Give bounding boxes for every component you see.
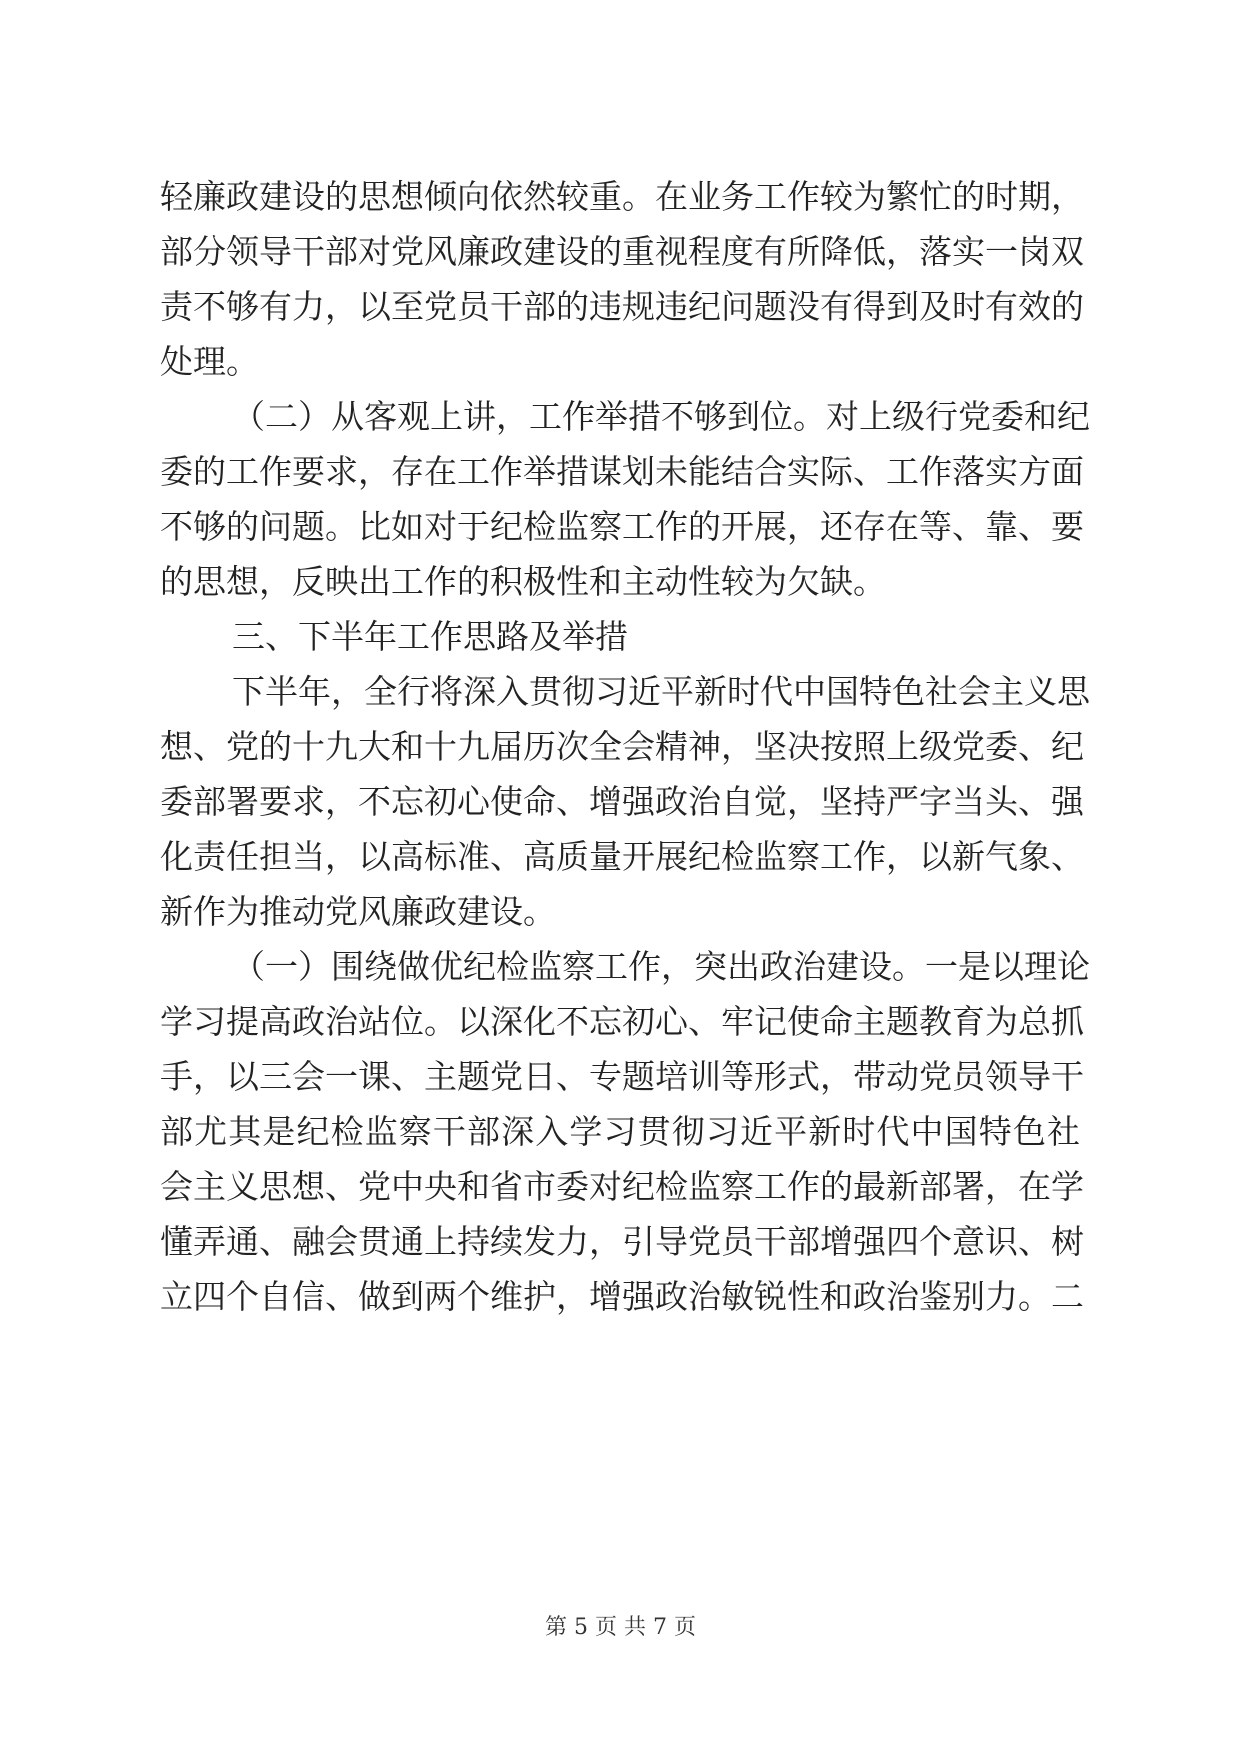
- text-line: 懂弄通、融会贯通上持续发力，引导党员干部增强四个意识、树: [160, 1222, 1084, 1261]
- text-line: 责不够有力，以至党员干部的违规违纪问题没有得到及时有效的: [160, 287, 1084, 326]
- text-line: 委的工作要求，存在工作举措谋划未能结合实际、工作落实方面: [160, 452, 1084, 491]
- section-heading: 三、下半年工作思路及举措: [232, 617, 628, 656]
- text-line: （二）从客观上讲，工作举措不够到位。对上级行党委和纪: [232, 397, 1090, 436]
- text-line: 化责任担当，以高标准、高质量开展纪检监察工作，以新气象、: [160, 837, 1084, 876]
- text-line: 下半年，全行将深入贯彻习近平新时代中国特色社会主义思: [232, 672, 1090, 711]
- text-line: （一）围绕做优纪检监察工作，突出政治建设。一是以理论: [232, 947, 1090, 986]
- text-line: 新作为推动党风廉政建设。: [160, 892, 556, 931]
- text-line: 部尤其是纪检监察干部深入学习贯彻习近平新时代中国特色社: [160, 1112, 1080, 1151]
- text-line: 不够的问题。比如对于纪检监察工作的开展，还存在等、靠、要: [160, 507, 1084, 546]
- text-line: 立四个自信、做到两个维护，增强政治敏锐性和政治鉴别力。二: [160, 1277, 1084, 1316]
- text-line: 想、党的十九大和十九届历次全会精神，坚决按照上级党委、纪: [160, 727, 1084, 766]
- text-line: 委部署要求，不忘初心使命、增强政治自觉，坚持严字当头、强: [160, 782, 1084, 821]
- text-line: 处理。: [160, 342, 259, 381]
- text-line: 学习提高政治站位。以深化不忘初心、牢记使命主题教育为总抓: [160, 1002, 1084, 1041]
- text-line: 手，以三会一课、主题党日、专题培训等形式，带动党员领导干: [160, 1057, 1084, 1096]
- text-line: 会主义思想、党中央和省市委对纪检监察工作的最新部署，在学: [160, 1167, 1084, 1206]
- text-line: 的思想，反映出工作的积极性和主动性较为欠缺。: [160, 562, 886, 601]
- page-number-footer: 第 5 页 共 7 页: [545, 1615, 696, 1640]
- text-line: 部分领导干部对党风廉政建设的重视程度有所降低，落实一岗双: [160, 232, 1084, 271]
- text-line: 轻廉政建设的思想倾向依然较重。在业务工作较为繁忙的时期，: [160, 177, 1084, 216]
